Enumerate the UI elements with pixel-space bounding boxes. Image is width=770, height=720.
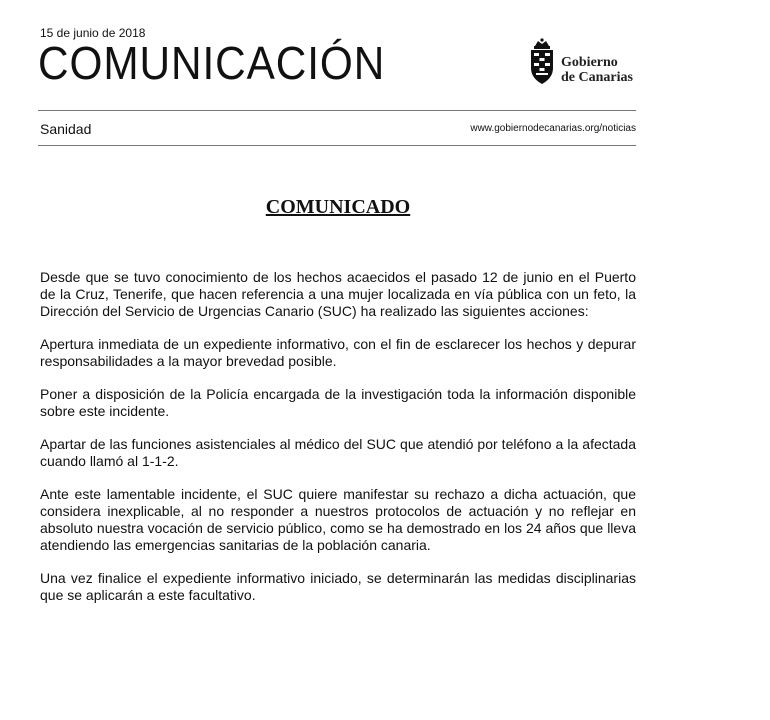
gobierno-de-canarias-logo bbox=[528, 38, 640, 88]
body-paragraph: Poner a disposición de la Policía encargada de la investigación toda la información disponible sobre este incidente. bbox=[40, 386, 636, 419]
document-date: 15 de junio de 2018 bbox=[40, 26, 146, 40]
body-paragraph: Una vez finalice el expediente informativo iniciado, se determinarán las medidas disciplinarias que se aplicarán a este facultativo. bbox=[40, 570, 636, 603]
coat-of-arms-icon bbox=[528, 38, 556, 86]
logo-text-gobierno: Gobierno bbox=[561, 55, 618, 70]
body-paragraph: Ante este lamentable incidente, el SUC quiere manifestar su rechazo a dicha actuación, que considera inexplicable, al no responder a nuestros protocolos de actuación y no reflejar en absoluto nuestra vocación de servicio público, como se ha demostrado en los 24 años que lleva atendiendo las emergencias sanitarias de la población canaria. bbox=[40, 486, 636, 553]
header-divider-bottom bbox=[38, 145, 636, 146]
logo-text-de-canarias: de Canarias bbox=[561, 70, 633, 85]
section-label: Sanidad bbox=[40, 121, 92, 137]
document-type-title: COMUNICACIÓN bbox=[38, 37, 386, 89]
header-divider-top bbox=[38, 110, 636, 111]
document-body bbox=[40, 269, 636, 620]
body-paragraph: Desde que se tuvo conocimiento de los hechos acaecidos el pasado 12 de junio en el Puerto de la Cruz, Tenerife, que hacen referencia a una mujer localizada en vía pública con un feto, la Dirección del Servicio de Urgencias Canario (SUC) ha realizado las siguientes acciones: bbox=[40, 269, 636, 319]
body-paragraph: Apertura inmediata de un expediente informativo, con el fin de esclarecer los hechos y depurar responsabilidades a la mayor brevedad posible. bbox=[40, 336, 636, 369]
body-paragraph: Apartar de las funciones asistenciales al médico del SUC que atendió por teléfono a la afectada cuando llamó al 1-1-2. bbox=[40, 436, 636, 469]
document-heading: COMUNICADO bbox=[265, 196, 411, 218]
news-url: www.gobiernodecanarias.org/noticias bbox=[470, 123, 636, 134]
